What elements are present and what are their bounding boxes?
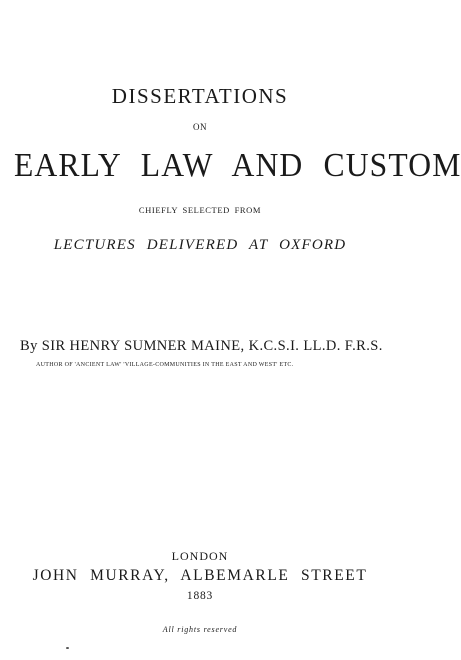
lectures-line: LECTURES DELIVERED AT OXFORD (53, 237, 347, 253)
author-works: AUTHOR OF 'ANCIENT LAW' 'VILLAGE-COMMUNITIES IN THE EAST AND WEST' ETC. (36, 362, 294, 368)
ink-speck (66, 647, 69, 649)
publication-year: 1883 (186, 590, 214, 602)
publisher-city: LONDON (171, 549, 229, 563)
heading-dissertations: DISSERTATIONS (111, 84, 289, 108)
heading-on: ON (193, 122, 207, 132)
subtitle: CHIEFLY SELECTED FROM (138, 205, 262, 215)
author-line: By SIR HENRY SUMNER MAINE, K.C.S.I. LL.D. F.R.S. (20, 338, 383, 354)
publisher-name: JOHN MURRAY, ALBEMARLE STREET (32, 567, 368, 584)
rights-notice: All rights reserved (162, 625, 238, 634)
main-title: EARLY LAW AND CUSTOM (14, 147, 461, 184)
